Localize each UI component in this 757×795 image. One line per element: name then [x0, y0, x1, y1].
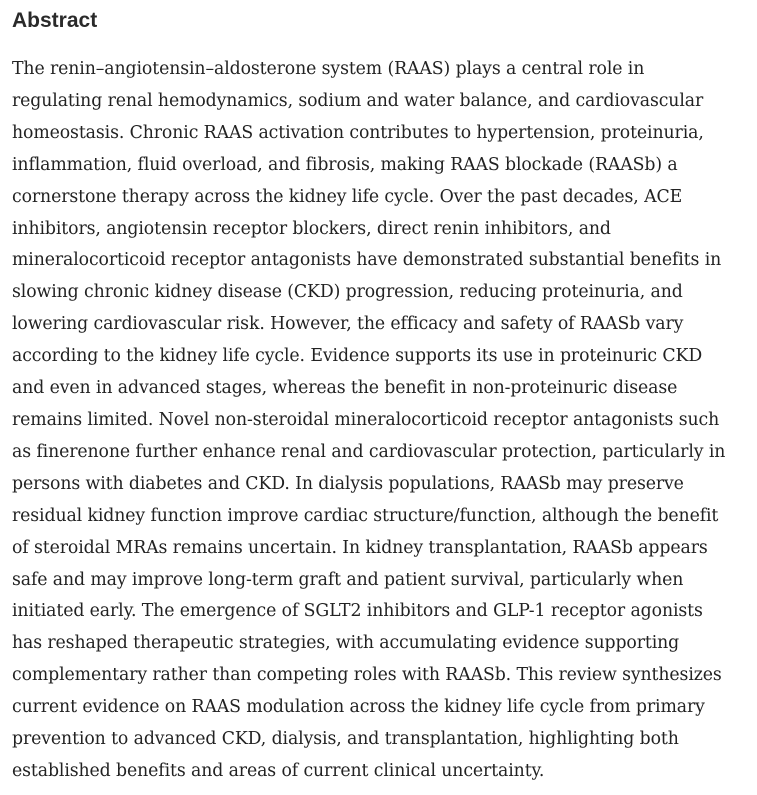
- abstract-line: has reshaped therapeutic strategies, with accumulating evidence supporting: [12, 633, 680, 654]
- abstract-line: slowing chronic kidney disease (CKD) progression, reducing proteinuria, and: [12, 282, 683, 303]
- abstract-line: lowering cardiovascular risk. However, the efficacy and safety of RAASb vary: [12, 314, 684, 335]
- abstract-line: established benefits and areas of current clinical uncertainty.: [12, 760, 545, 781]
- abstract-line: of steroidal MRAs remains uncertain. In kidney transplantation, RAASb appears: [12, 537, 708, 558]
- abstract-line: homeostasis. Chronic RAAS activation contributes to hypertension, proteinuria,: [12, 122, 704, 143]
- abstract-line: remains limited. Novel non-steroidal mineralocorticoid receptor antagonists such: [12, 409, 720, 430]
- abstract-line: cornerstone therapy across the kidney life cycle. Over the past decades, ACE: [12, 186, 683, 207]
- abstract-line: initiated early. The emergence of SGLT2 inhibitors and GLP-1 receptor agonists: [12, 601, 703, 622]
- abstract-body: [12, 54, 752, 788]
- abstract-line: according to the kidney life cycle. Evidence supports its use in proteinuric CKD: [12, 346, 703, 367]
- abstract-line: The renin–angiotensin–aldosterone system (RAAS) plays a central role in: [12, 59, 645, 79]
- abstract-line: safe and may improve long-term graft and patient survival, particularly when: [12, 569, 684, 590]
- abstract-line: and even in advanced stages, whereas the benefit in non-proteinuric disease: [12, 378, 678, 399]
- abstract-line: inflammation, fluid overload, and fibrosis, making RAAS blockade (RAASb) a: [12, 154, 678, 175]
- abstract-line: mineralocorticoid receptor antagonists have demonstrated substantial benefits in: [12, 250, 722, 271]
- abstract-line: prevention to advanced CKD, dialysis, and transplantation, highlighting both: [12, 729, 679, 750]
- abstract-line: inhibitors, angiotensin receptor blockers, direct renin inhibitors, and: [12, 218, 611, 239]
- abstract-line: persons with diabetes and CKD. In dialysis populations, RAASb may preserve: [12, 473, 684, 494]
- abstract-line: residual kidney function improve cardiac structure/function, although the benefit: [12, 505, 719, 526]
- abstract-heading: Abstract: [12, 9, 98, 32]
- abstract-line: as finerenone further enhance renal and cardiovascular protection, particularly in: [12, 441, 726, 462]
- abstract-line: regulating renal hemodynamics, sodium and water balance, and cardiovascular: [12, 90, 704, 111]
- abstract-line: complementary rather than competing roles with RAASb. This review synthesizes: [12, 665, 722, 686]
- abstract-line: current evidence on RAAS modulation across the kidney life cycle from primary: [12, 697, 705, 718]
- abstract-section: [12, 6, 752, 788]
